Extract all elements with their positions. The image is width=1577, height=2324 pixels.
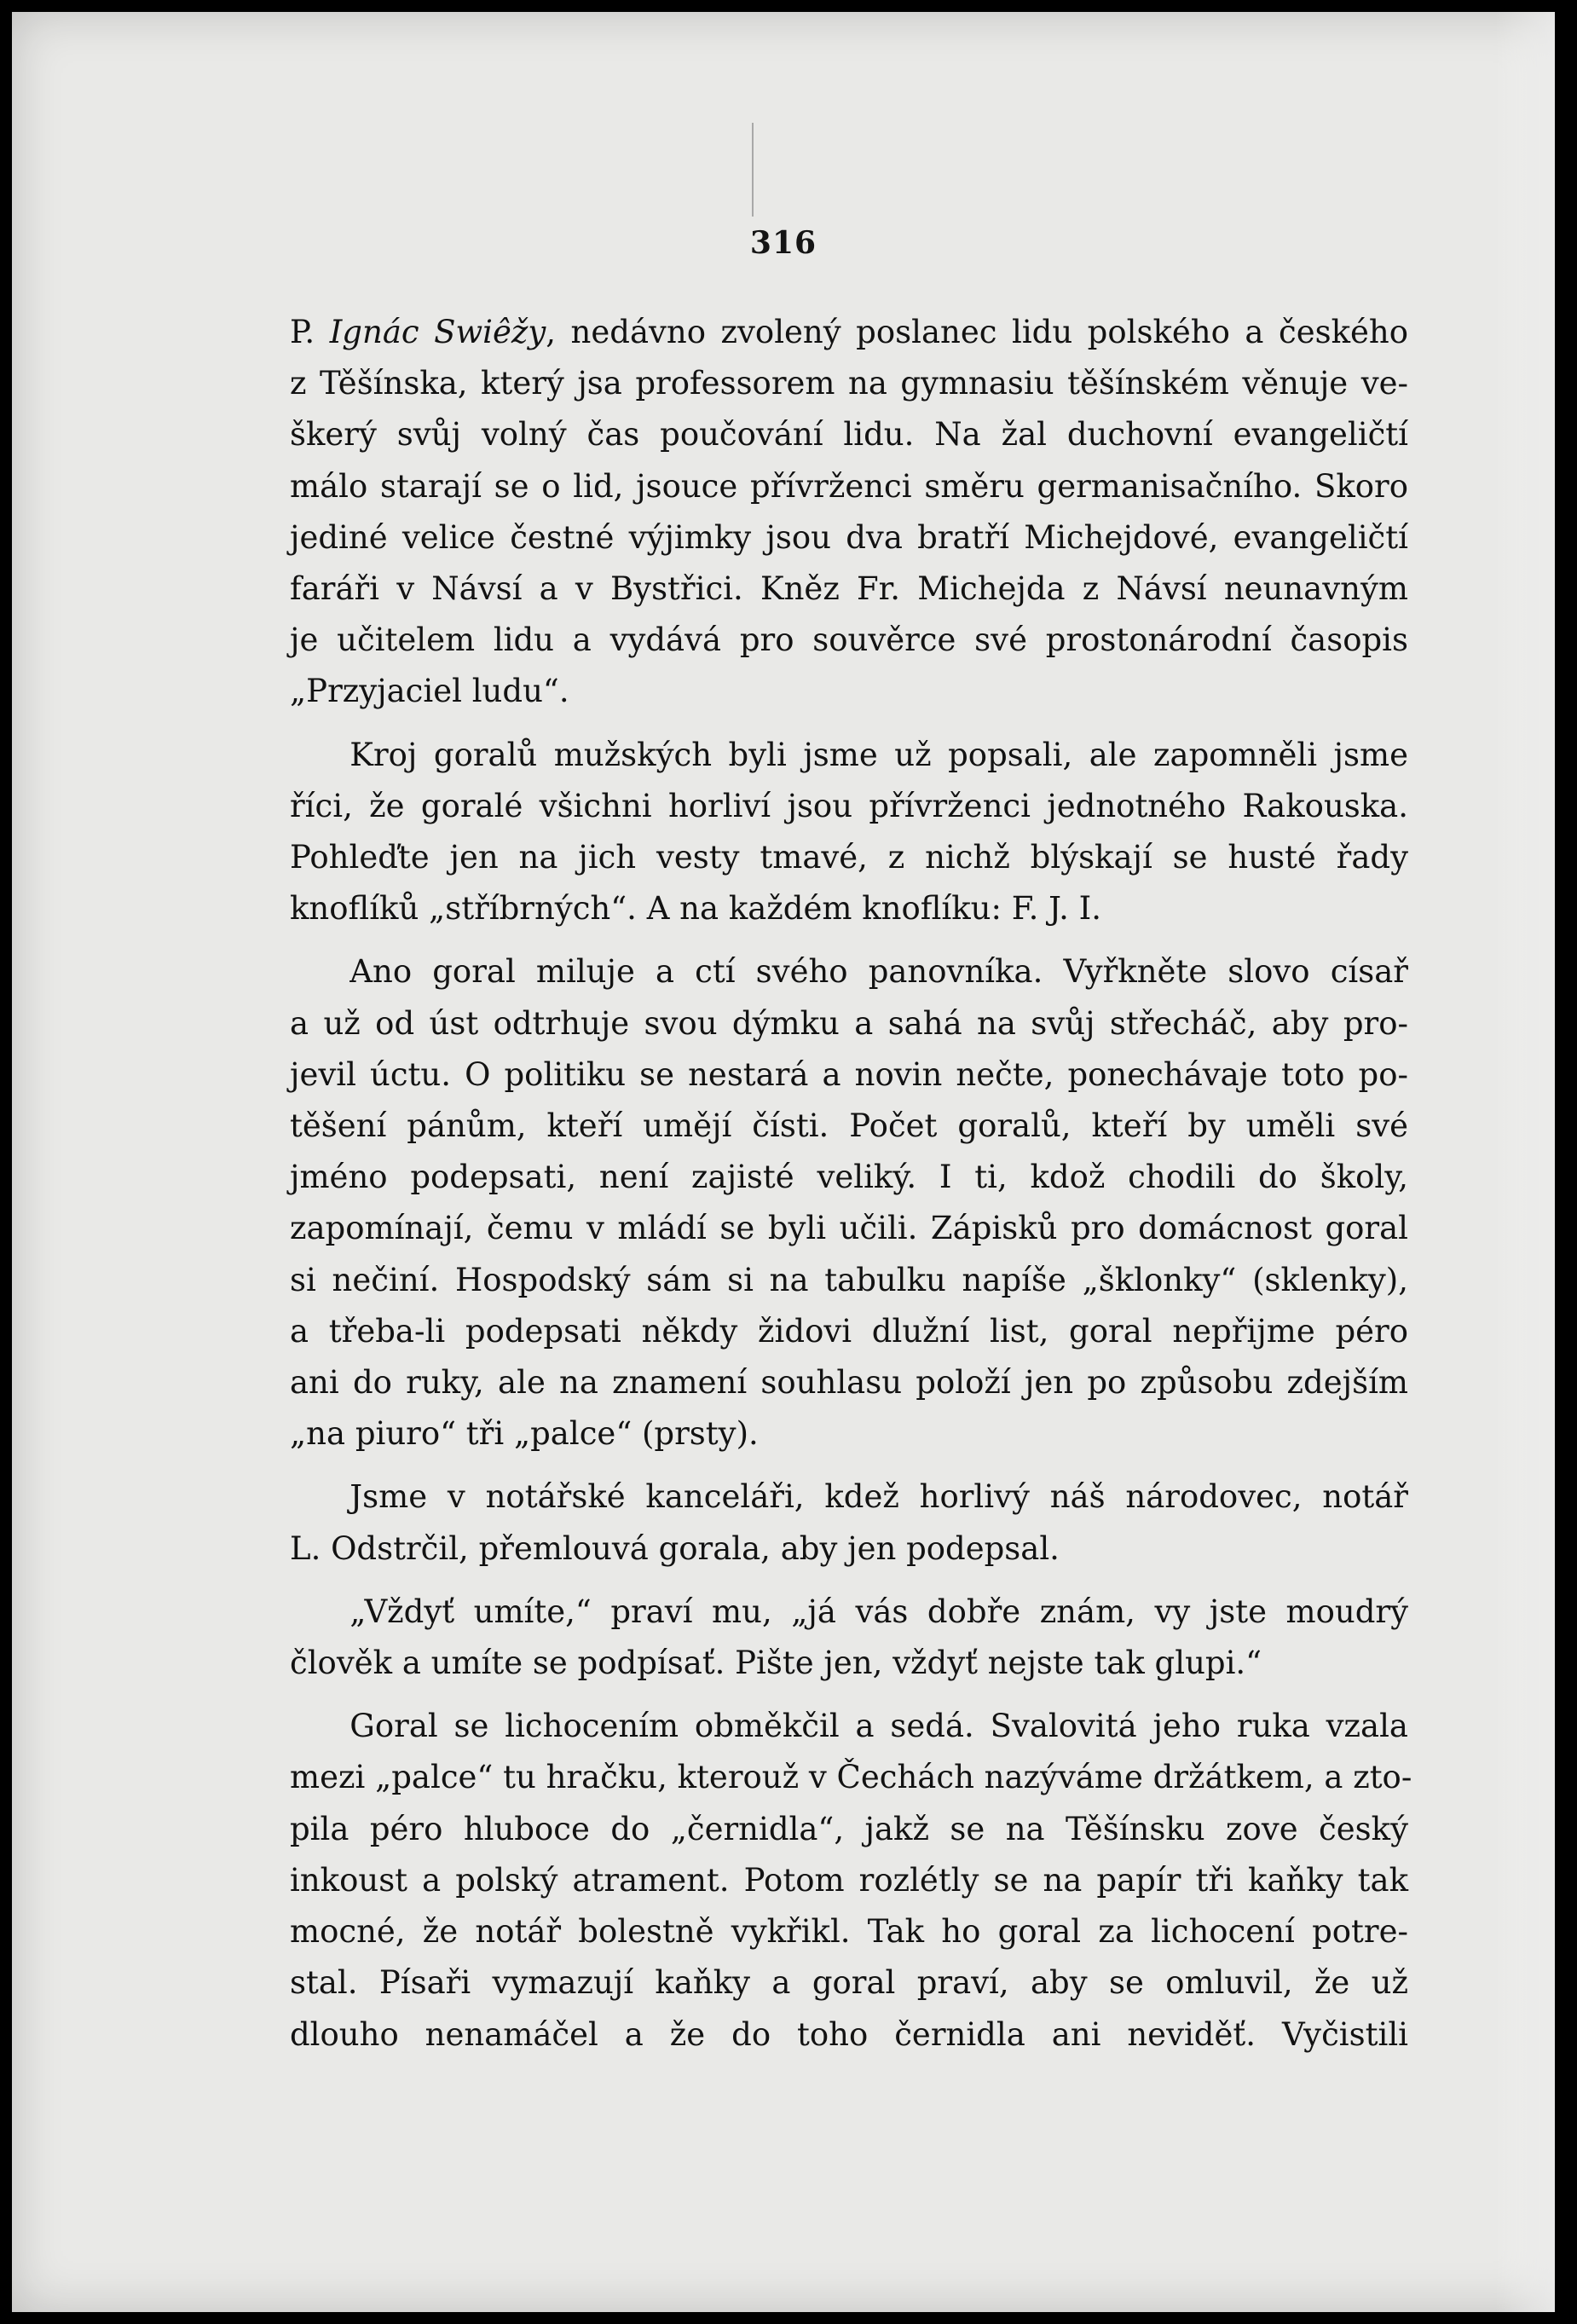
book-page bbox=[12, 12, 1555, 2312]
text-line: Goral se lichocením obměkčil a sedá. Svalovitá jeho ruka vzala bbox=[349, 1708, 1408, 1745]
text-line: člověk a umíte se podpísať. Pište jen, vždyť nejste tak glupi.“ bbox=[290, 1645, 1262, 1682]
text-line: málo starají se o lid, jsouce přívrženci směru germanisačního. Skoro bbox=[290, 467, 1408, 505]
text-line: škerý svůj volný čas poučování lidu. Na žal duchovní evangeličtí bbox=[290, 416, 1408, 454]
text-line: a třeba-li podepsati někdy židovi dlužní list, goral nepřijme péro bbox=[290, 1312, 1408, 1350]
text-line: a už od úst odtrhuje svou dýmku a sahá na svůj střecháč, aby pro- bbox=[290, 1004, 1408, 1042]
text-line: dlouho nenamáčel a že do toho černidla ani neviděť. Vyčistili bbox=[290, 2015, 1408, 2053]
text-line: „Przyjaciel ludu“. bbox=[290, 673, 569, 710]
text-line: Ano goral miluje a ctí svého panovníka. Vyřkněte slovo císař bbox=[349, 953, 1408, 991]
text-line: je učitelem lidu a vydává pro souvěrce své prostonárodní časopis bbox=[290, 621, 1408, 659]
paragraph-5 bbox=[290, 1587, 1408, 1689]
text-line: jevil úctu. O politiku se nestará a novin nečte, ponechávaje toto po- bbox=[290, 1055, 1408, 1093]
text-line: jméno podepsati, není zajisté veliký. I ti, kdož chodili do školy, bbox=[290, 1159, 1408, 1196]
line-prefix: P. bbox=[290, 314, 330, 350]
text-line: knoflíků „stříbrných“. A na každém knoflíku: F. J. I. bbox=[290, 890, 1102, 928]
text-line: Jsme v notářské kanceláři, kdež horlivý náš národovec, notář bbox=[349, 1478, 1408, 1516]
paragraph-2 bbox=[290, 730, 1408, 935]
text-line: L. Odstrčil, přemlouvá gorala, aby jen podepsal. bbox=[290, 1529, 1060, 1567]
paragraph-4 bbox=[290, 1471, 1408, 1574]
text-line: si nečiní. Hospodský sám si na tabulku napíše „šklonky“ (sklenky), bbox=[290, 1261, 1408, 1298]
text-line: Kroj goralů mužských byli jsme už popsali, ale zapomněli jsme bbox=[349, 736, 1408, 773]
text-line: říci, že goralé všichni horliví jsou přívrženci jednotného Rakouska. bbox=[290, 787, 1408, 824]
body-text bbox=[290, 307, 1412, 2073]
paragraph-6 bbox=[290, 1701, 1412, 2060]
line-rest: , nedávno zvolený poslanec lidu polského a českého bbox=[546, 314, 1409, 350]
margin-mark bbox=[752, 123, 754, 217]
text-line: těšení pánům, kteří umějí čísti. Počet goralů, kteří by uměli své bbox=[290, 1107, 1408, 1145]
page-number: 316 bbox=[749, 225, 817, 261]
paragraph-1 bbox=[290, 307, 1408, 718]
text-line: zapomínají, čemu v mládí se byli učili. Zápisků pro domácnost goral bbox=[290, 1210, 1408, 1247]
text-line: faráři v Návsí a v Bystřici. Kněz Fr. Michejda z Návsí neunavným bbox=[290, 570, 1408, 608]
text-line: Pohleďte jen na jich vesty tmavé, z nichž blýskají se husté řady bbox=[290, 839, 1408, 876]
author-name-italic: Ignác Swiêžy bbox=[329, 314, 546, 350]
text-line: z Těšínska, který jsa professorem na gymnasiu těšínském věnuje ve- bbox=[290, 365, 1408, 402]
text-line: inkoust a polský atrament. Potom rozlétly se na papír tři kaňky tak bbox=[290, 1861, 1408, 1899]
text-line: mezi „palce“ tu hračku, kterouž v Čechách nazýváme držátkem, a zto- bbox=[290, 1759, 1412, 1796]
text-line: mocné, že notář bolestně vykřikl. Tak ho goral za lichocení potre- bbox=[290, 1913, 1408, 1951]
text-line: ani do ruky, ale na znamení souhlasu položí jen po způsobu zdejším bbox=[290, 1364, 1408, 1402]
text-line: „Vždyť umíte,“ praví mu, „já vás dobře znám, vy jste moudrý bbox=[349, 1593, 1408, 1630]
text-line: jediné velice čestné výjimky jsou dva bratří Michejdové, evangeličtí bbox=[290, 518, 1408, 556]
text-line: „na piuro“ tři „palce“ (prsty). bbox=[290, 1415, 759, 1453]
page-edge-shade bbox=[1495, 12, 1555, 2312]
text-line bbox=[290, 307, 1408, 358]
paragraph-3 bbox=[290, 946, 1408, 1460]
text-line: stal. Písaři vymazují kaňky a goral praví, aby se omluvil, že už bbox=[290, 1964, 1408, 2002]
text-line: pila péro hluboce do „černidla“, jakž se na Těšínsku zove český bbox=[290, 1810, 1408, 1847]
